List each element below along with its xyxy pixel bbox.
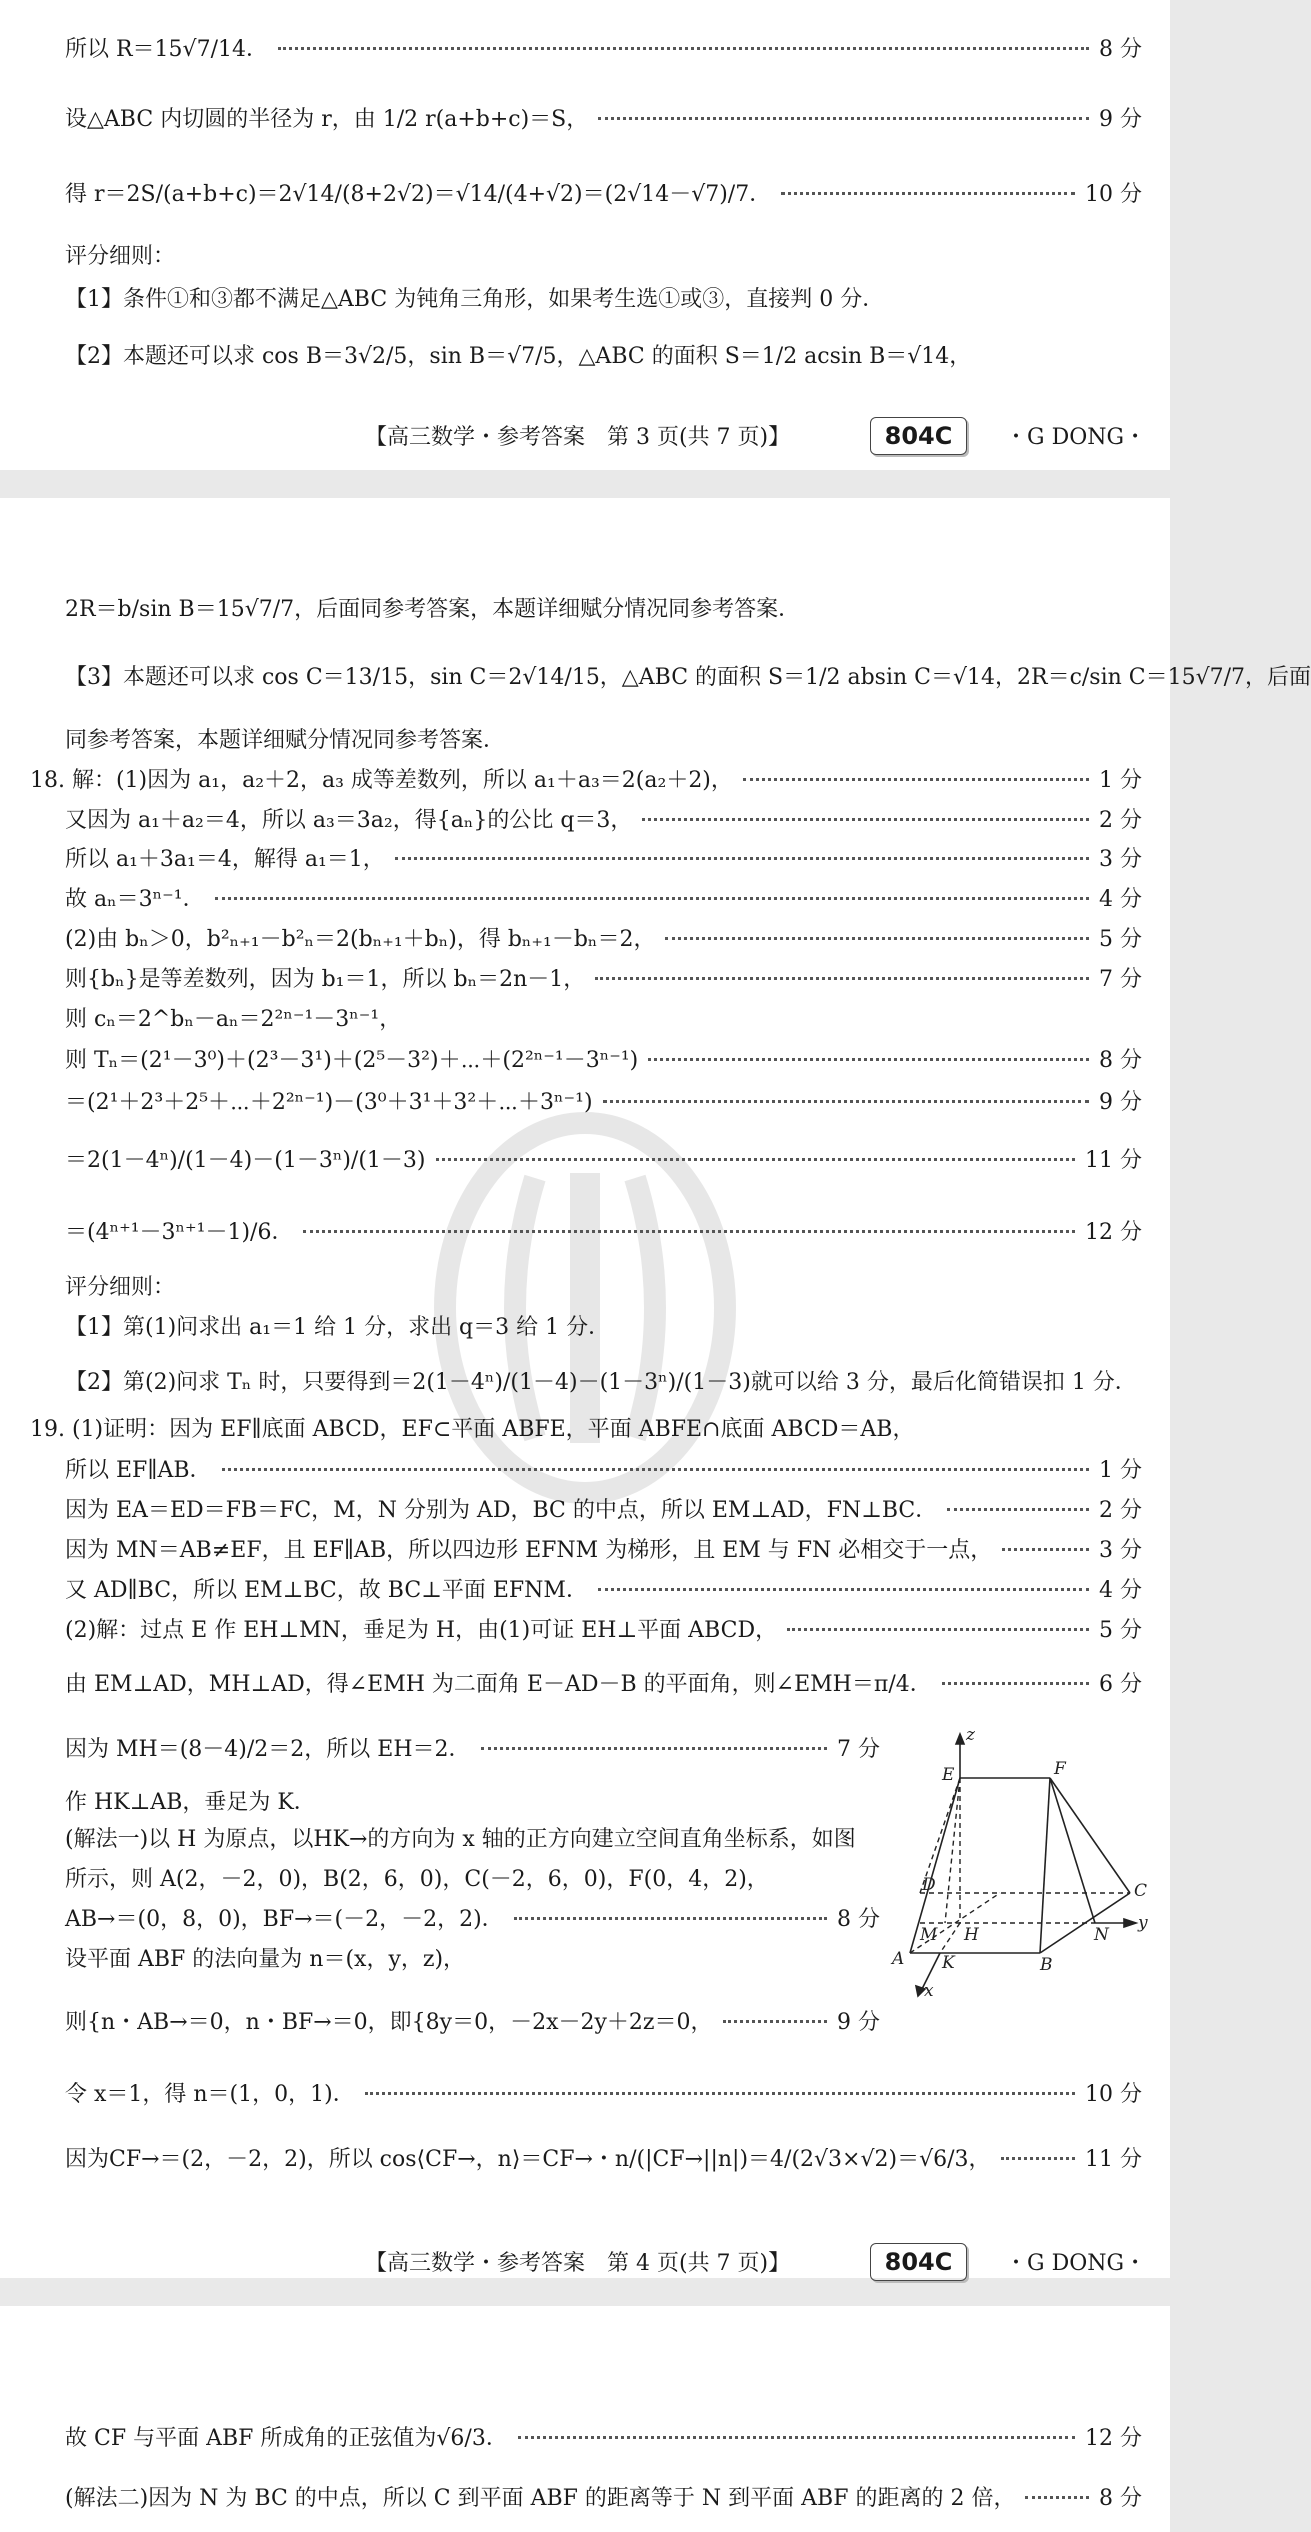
- solution-line: 因为CF→＝(2，－2，2)，所以 cos⟨CF→，n⟩＝CF→・n/(|CF→||n|)＝4/(2√3×√2)＝√6/3， 11 分: [65, 2145, 1142, 2175]
- figure-label-m: M: [920, 1925, 938, 1945]
- geometry-figure: [880, 1725, 1150, 2001]
- page-footer: [0, 412, 1170, 458]
- score-label: 4 分: [1099, 1578, 1142, 1603]
- solution-line: 设△ABC 内切圆的半径为 r，由 1/2 r(a+b+c)＝S， 9 分: [65, 105, 1142, 135]
- rubric-title: 评分细则：: [65, 1275, 176, 1300]
- solution-line: 故 aₙ＝3ⁿ⁻¹． 4 分: [65, 885, 1142, 915]
- solution-line: (2)解：过点 E 作 EH⊥MN，垂足为 H，由(1)可证 EH⊥平面 ABCD， 5 分: [65, 1616, 1142, 1646]
- solution-line: (2)由 bₙ＞0，b²ₙ₊₁－b²ₙ＝2(bₙ₊₁＋bₙ)，得 bₙ₊₁－bₙ＝2， 5 分: [65, 925, 1142, 955]
- intro-line: 同参考答案，本题详细赋分情况同参考答案．: [65, 728, 506, 753]
- solution-line: 则 Tₙ＝(2¹－3⁰)＋(2³－3¹)＋(2⁵－3²)＋⋯＋(2²ⁿ⁻¹－3ⁿ⁻¹) 8 分: [65, 1046, 1142, 1076]
- figure-label-y: y: [1138, 1913, 1148, 1933]
- score-label: 8 分: [1099, 2486, 1142, 2511]
- score-label: 4 分: [1099, 887, 1142, 912]
- solution-line: 由 EM⊥AD，MH⊥AD，得∠EMH 为二面角 E－AD－B 的平面角，则∠EMH＝π/4． 6 分: [65, 1670, 1142, 1700]
- solution-line: 所示，则 A(2，－2，0)，B(2，6，0)，C(－2，6，0)，F(0，4，2)，: [65, 1867, 769, 1892]
- score-label: 7 分: [837, 1737, 880, 1762]
- solution-line: 又因为 a₁＋a₂＝4，所以 a₃＝3a₂，得{aₙ}的公比 q＝3， 2 分: [65, 806, 1142, 836]
- score-label: 3 分: [1099, 847, 1142, 872]
- rubric-item: 【2】第(2)问求 Tₙ 时，只要得到＝2(1－4ⁿ)/(1－4)－(1－3ⁿ)/(1－3)就可以给 3 分，最后化简错误扣 1 分．: [65, 1370, 1137, 1395]
- figure-label-b: B: [1040, 1955, 1053, 1975]
- footer-brand: ・G DONG・: [1005, 424, 1147, 450]
- solution-line: 因为 MN＝AB≠EF，且 EF∥AB，所以四边形 EFNM 为梯形，且 EM 与 FN 必相交于一点， 3 分: [65, 1536, 1142, 1566]
- figure-label-d: D: [922, 1875, 936, 1895]
- footer-title: 【高三数学・参考答案 第 3 页(共 7 页)】: [365, 424, 791, 450]
- score-label: 9 分: [1099, 1090, 1142, 1115]
- answer-page-4: [0, 498, 1311, 2278]
- score-label: 2 分: [1099, 1498, 1142, 1523]
- solution-line: 因为 EA＝ED＝FB＝FC，M，N 分别为 AD，BC 的中点，所以 EM⊥AD，FN⊥BC． 2 分: [65, 1496, 1142, 1526]
- answer-page-5: [0, 2306, 1170, 2532]
- score-label: 10 分: [1085, 182, 1142, 207]
- score-label: 9 分: [1099, 107, 1142, 132]
- figure-label-e: E: [942, 1765, 955, 1785]
- solution-line: 又 AD∥BC，所以 EM⊥BC，故 BC⊥平面 EFNM． 4 分: [65, 1576, 1142, 1606]
- score-label: 7 分: [1099, 967, 1142, 992]
- figure-label-z: z: [966, 1725, 975, 1745]
- solution-line: 设平面 ABF 的法向量为 n＝(x，y，z)，: [65, 1947, 466, 1972]
- figure-label-x: x: [924, 1981, 934, 2001]
- solution-line: ＝(2¹＋2³＋2⁵＋⋯＋2²ⁿ⁻¹)－(3⁰＋3¹＋3²＋⋯＋3ⁿ⁻¹) 9 分: [65, 1088, 1142, 1118]
- score-label: 1 分: [1099, 768, 1142, 793]
- figure-label-c: C: [1134, 1881, 1148, 1901]
- footer-brand: ・G DONG・: [1005, 2250, 1147, 2276]
- solution-line: (解法二)因为 N 为 BC 的中点，所以 C 到平面 ABF 的距离等于 N 到平面 ABF 的距离的 2 倍， 8 分: [65, 2484, 1142, 2514]
- score-label: 10 分: [1085, 2082, 1142, 2107]
- solution-line: 所以 R＝15√7/14． 8 分: [65, 35, 1142, 65]
- score-label: 3 分: [1099, 1538, 1142, 1563]
- score-label: 5 分: [1099, 1618, 1142, 1643]
- solution-line: ＝(4ⁿ⁺¹－3ⁿ⁺¹－1)/6． 12 分: [65, 1218, 1142, 1248]
- solution-line: 故 CF 与平面 ABF 所成角的正弦值为√6/3． 12 分: [65, 2424, 1142, 2454]
- solution-line: 因为 MH＝(8－4)/2＝2，所以 EH＝2． 7 分: [65, 1735, 880, 1765]
- rubric-item: 【1】条件①和③都不满足△ABC 为钝角三角形，如果考生选①或③，直接判 0 分．: [65, 287, 885, 312]
- figure-label-f: F: [1054, 1759, 1066, 1779]
- score-label: 5 分: [1099, 927, 1142, 952]
- solution-line: 则 cₙ＝2^bₙ－aₙ＝2²ⁿ⁻¹－3ⁿ⁻¹，: [65, 1007, 402, 1032]
- footer-title: 【高三数学・参考答案 第 4 页(共 7 页)】: [365, 2250, 791, 2276]
- solution-line: 得 r＝2S/(a+b+c)＝2√14/(8+2√2)＝√14/(4+√2)＝(2√14－√7)/7． 10 分: [65, 180, 1142, 210]
- solution-line: AB→＝(0，8，0)，BF→＝(－2，－2，2)． 8 分: [65, 1905, 880, 1935]
- figure-label-h: H: [964, 1925, 979, 1945]
- score-label: 8 分: [1099, 1048, 1142, 1073]
- solution-line: 所以 EF∥AB． 1 分: [65, 1456, 1142, 1486]
- solution-line: 所以 a₁＋3a₁＝4，解得 a₁＝1， 3 分: [65, 845, 1142, 875]
- rubric-item: 【1】第(1)问求出 a₁＝1 给 1 分，求出 q＝3 给 1 分．: [65, 1315, 611, 1340]
- exam-code-badge: 804C: [870, 417, 967, 455]
- page-footer: [0, 2238, 1170, 2284]
- solution-line: ＝2(1－4ⁿ)/(1－4)－(1－3ⁿ)/(1－3) 11 分: [65, 1146, 1142, 1176]
- solution-line: 19. (1)证明：因为 EF∥底面 ABCD，EF⊂平面 ABFE，平面 ABFE∩底面 ABCD＝AB，: [30, 1417, 915, 1442]
- solution-line: 令 x＝1，得 n＝(1，0，1)． 10 分: [65, 2080, 1142, 2110]
- rubric-item: 【2】本题还可以求 cos B＝3√2/5，sin B＝√7/5，△ABC 的面积 S＝1/2 acsin B＝√14，: [65, 344, 972, 369]
- score-label: 6 分: [1099, 1672, 1142, 1697]
- solution-line: (解法一)以 H 为原点，以HK→的方向为 x 轴的正方向建立空间直角坐标系，如图: [65, 1827, 856, 1852]
- score-label: 8 分: [1099, 37, 1142, 62]
- score-label: 9 分: [837, 2010, 880, 2035]
- figure-label-n: N: [1094, 1925, 1109, 1945]
- answer-page-3: [0, 0, 1170, 470]
- intro-line: 2R＝b/sin B＝15√7/7，后面同参考答案，本题详细赋分情况同参考答案．: [65, 597, 801, 622]
- score-label: 8 分: [837, 1907, 880, 1932]
- score-label: 2 分: [1099, 808, 1142, 833]
- solution-line: 则{n・AB→＝0，n・BF→＝0，即{8y＝0，－2x－2y＋2z＝0， 9 分: [65, 2008, 880, 2038]
- score-label: 11 分: [1085, 1148, 1142, 1173]
- score-label: 11 分: [1085, 2147, 1142, 2172]
- solution-line: 18. 解：(1)因为 a₁，a₂＋2，a₃ 成等差数列，所以 a₁＋a₃＝2(a₂＋2)， 1 分: [30, 766, 1142, 796]
- rubric-title: 评分细则：: [65, 244, 176, 269]
- exam-code-badge: 804C: [870, 2243, 967, 2281]
- intro-line: 【3】本题还可以求 cos C＝13/15，sin C＝2√14/15，△ABC 的面积 S＝1/2 absin C＝√14，2R＝c/sin C＝15√7/7，后面: [65, 665, 1311, 690]
- solution-line: 则{bₙ}是等差数列，因为 b₁＝1，所以 bₙ＝2n－1， 7 分: [65, 965, 1142, 995]
- score-label: 12 分: [1085, 1220, 1142, 1245]
- figure-label-k: K: [942, 1953, 955, 1973]
- score-label: 1 分: [1099, 1458, 1142, 1483]
- solution-line: 作 HK⊥AB，垂足为 K．: [65, 1790, 316, 1815]
- score-label: 12 分: [1085, 2426, 1142, 2451]
- figure-label-a: A: [892, 1949, 905, 1969]
